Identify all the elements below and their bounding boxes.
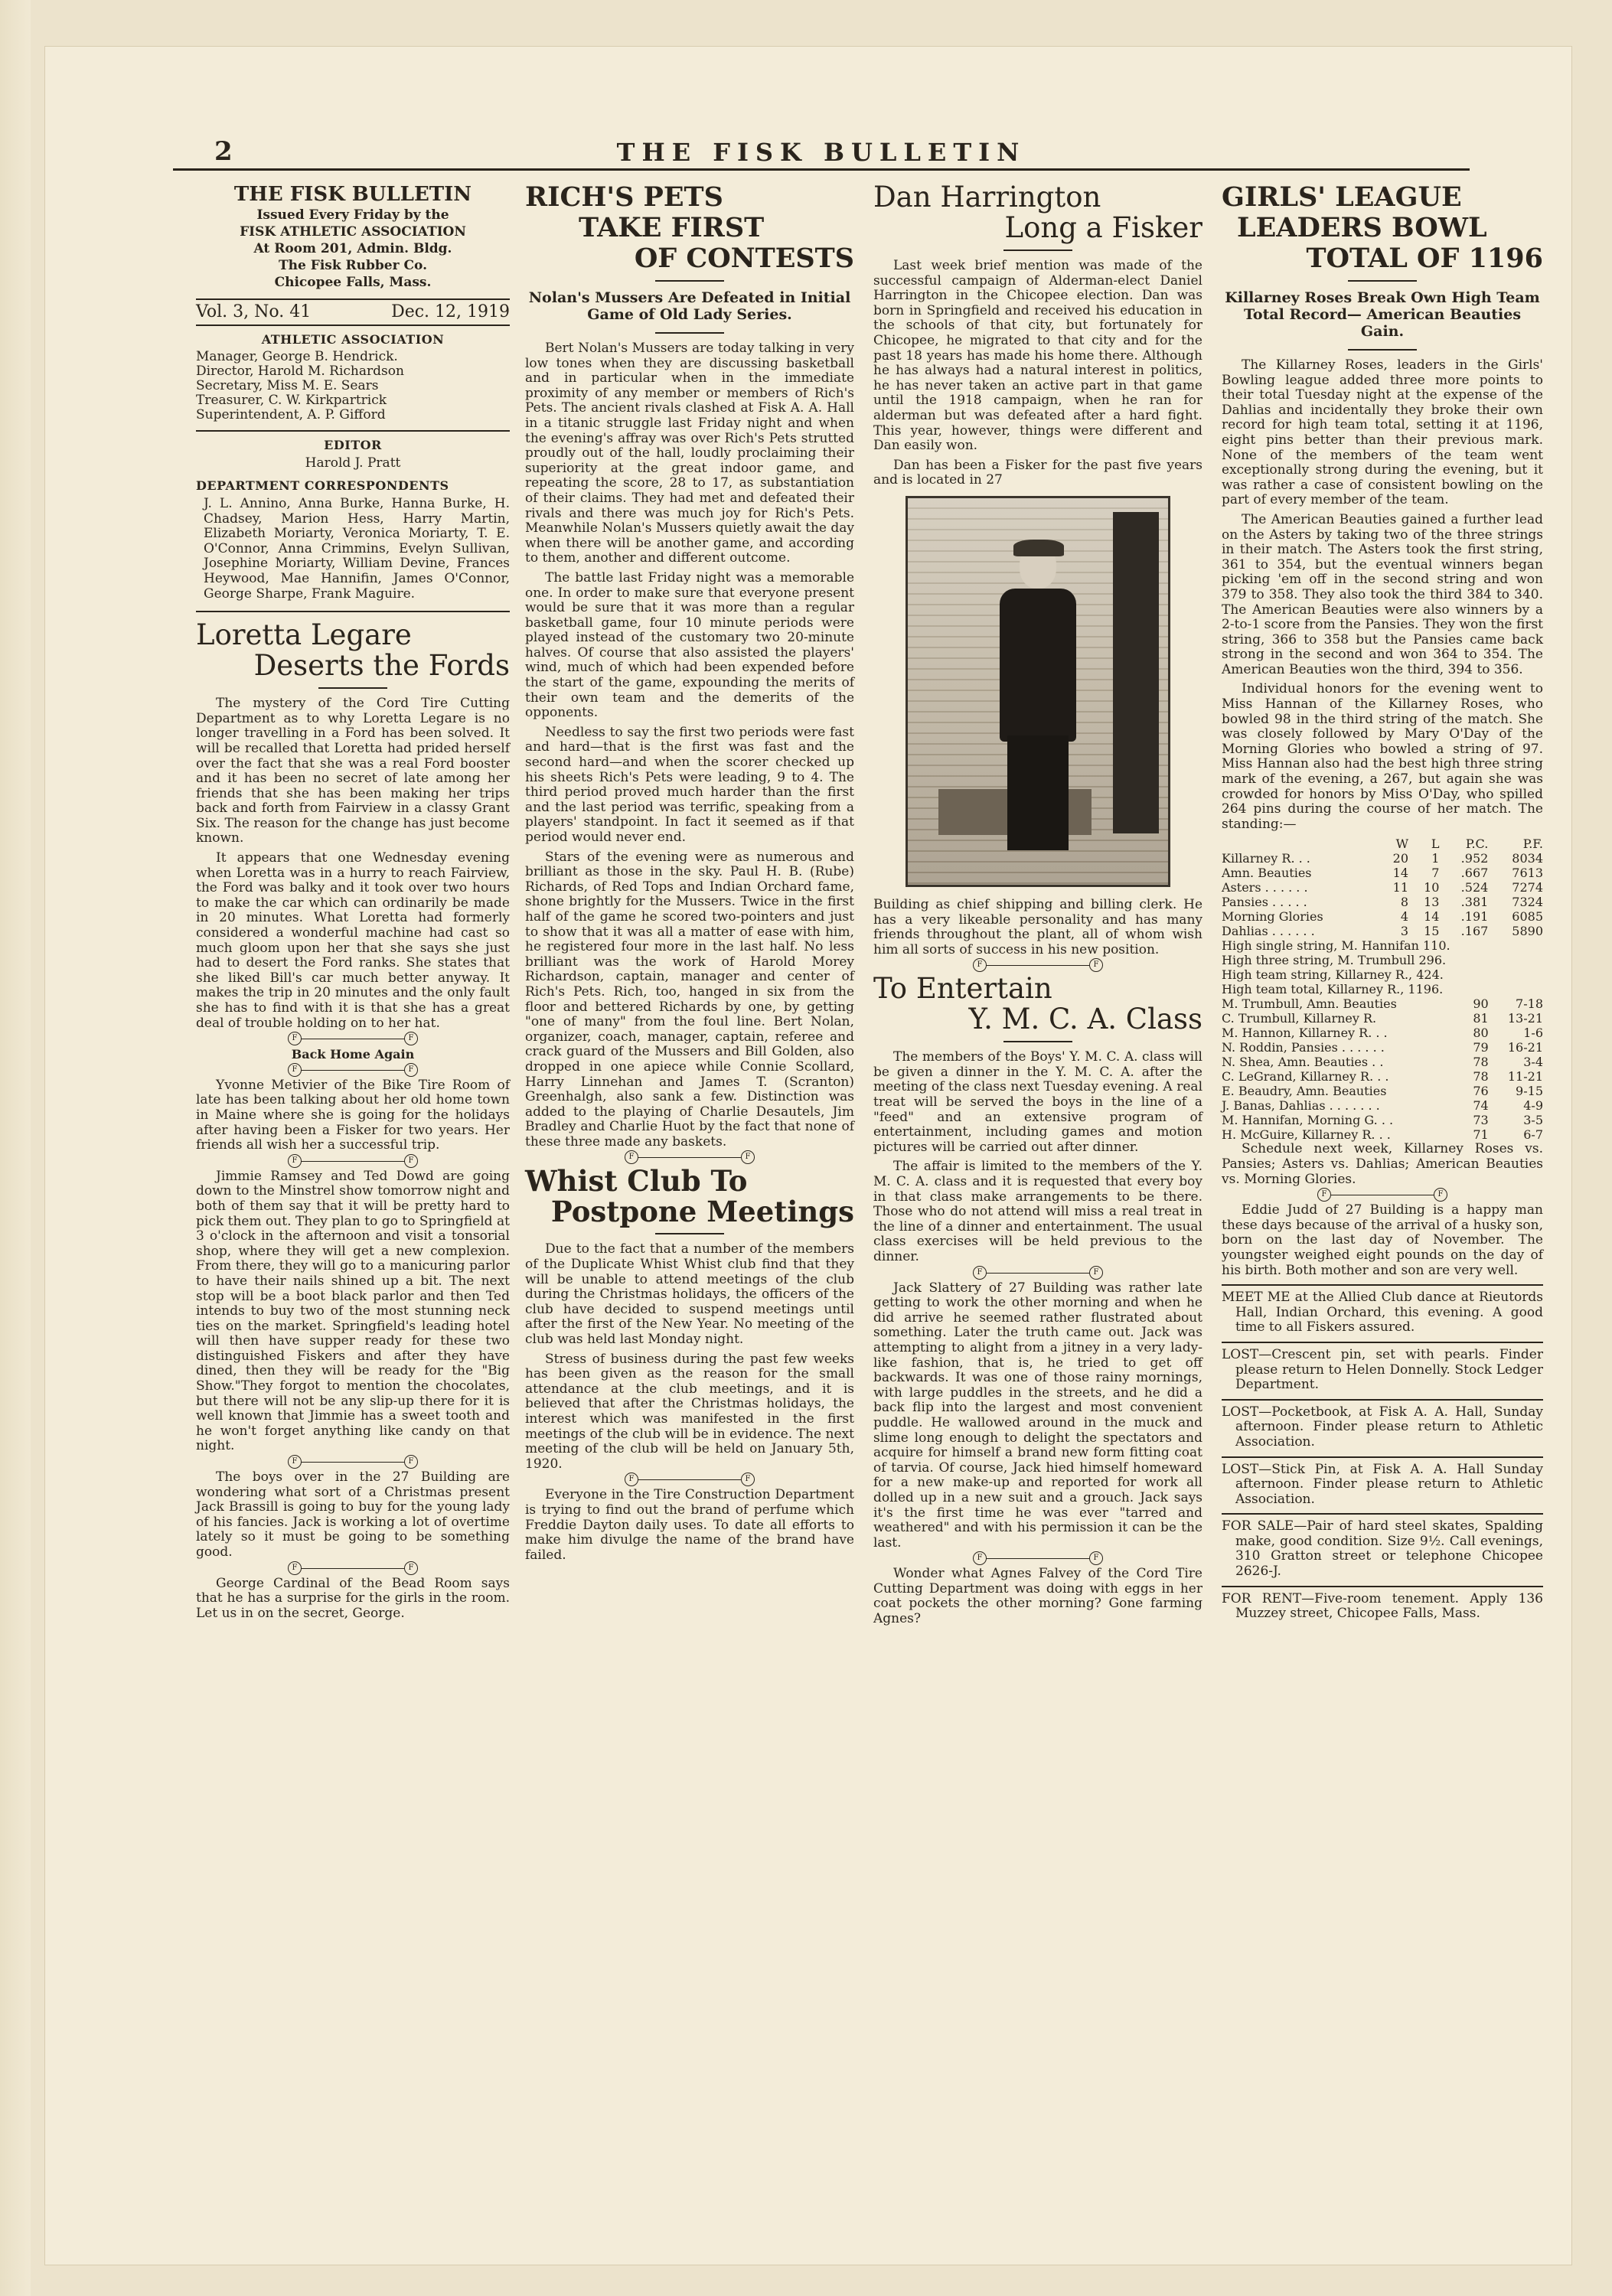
table-row: C. LeGrand, Killarney R. . . 78 11-21 xyxy=(1222,1069,1543,1084)
editor-name: Harold J. Pratt xyxy=(305,455,401,471)
staff-line: Secretary, Miss M. E. Sears xyxy=(196,378,379,394)
whist-headline: Whist Club To Postpone Meetings xyxy=(525,1164,854,1229)
volume-row xyxy=(196,298,510,326)
ymca-headline: To Entertain Y. M. C. A. Class xyxy=(873,972,1202,1036)
cardinal-paragraph: George Cardinal of the Bead Room says that he has a surprise for the girls in the room. Let us in on the secret, George. xyxy=(196,1575,510,1621)
staff-line: Treasurer, C. W. Kirkpartrick xyxy=(196,393,387,409)
fisk-divider: F F xyxy=(625,1157,755,1158)
column-3 xyxy=(873,182,1202,1632)
table-row: N. Shea, Amn. Beauties . . 78 3-4 xyxy=(1222,1055,1543,1070)
record-line: High team string, Killarney R., 424. xyxy=(1222,967,1444,983)
table-row: Amn. Beauties 14 7 .667 7613 xyxy=(1222,866,1543,881)
dan-paragraph: Dan has been a Fisker for the past five years and is located in 27 xyxy=(873,457,1202,488)
whist-paragraph: Stress of business during the past few weeks has been given as the reason for the small attendance at the club meetings, and it is believed that after the Christmas holidays, the interest which was manifested in the first meetings of the club will be in evidence. The next meeting of the club will be held on January 5th, 1920. xyxy=(525,1351,854,1472)
richs-paragraph: Stars of the evening were as numerous and brilliant as those in the sky. Paul H. B. (Rube) Richards, of Red Tops and Indian Orchard fame, shone brightly for the Mussers. Twice in the first half of the game he scored two-pointers and just to show that it was all a matter of ease with him, he registered four more in the last half. No less brilliant was the work of Harold Morey Richardson, captain, manager and center of Rich's Pets. Rich, too, hanged in six from the floor and bettered Richards by one, by getting "one of many" from the foul line. Bert Nolan, organizer, coach, manager, captain, referee and crack guard of the Mussers and Bill Golden, also dropped in one apiece while Connie Scollard, Harry Linnehan and James T. (Scranton) Greenhalgh, also sank a few. Distinction was added to the playing of Charlie Desautels, Jim Bradley and Charlie Huot by the fact that none of these three made any baskets. xyxy=(525,849,854,1150)
backhome-paragraph: Yvonne Metivier of the Bike Tire Room of late has been talking about her old home town in Maine where she is going for the holidays after having been a Fisker for two years. Her friends all wish her a successful trip. xyxy=(196,1077,510,1153)
volume-number: Vol. 3, No. 41 xyxy=(196,302,312,321)
whist-paragraph: Due to the fact that a number of the members of the Duplicate Whist Whist club find that they will be unable to attend meetings of the club during the Christmas holidays, the officers of the club have decided to suspend meetings until after the first of the New Year. No meeting of the club was held last Monday night. xyxy=(525,1241,854,1348)
richs-subheadline: Nolan's Mussers Are Defeated in Initial Game of Old Lady Series. xyxy=(528,289,851,323)
loretta-headline: Loretta Legare Deserts the Fords xyxy=(196,618,510,683)
fisk-divider: F F xyxy=(288,1070,418,1071)
schedule-paragraph: Schedule next week, Killarney Roses vs. Pansies; Asters vs. Dahlias; American Beauties vs. Morning Glories. xyxy=(1222,1141,1543,1187)
girls-paragraph: The American Beauties gained a further lead on the Asters by taking two of the three strings in their match. The Asters took the first string, 361 to 354, but the eventual winners began picking 'em off in the second string and won 379 to 358. They also took the third 384 to 340. The American Beauties were also winners by a 2-to-1 score from the Pansies. They won the first string, 366 to 358 but the Pansies came back strong in the second and won 364 to 354. The American Beauties won the third, 394 to 356. xyxy=(1222,511,1543,677)
masthead-title: THE FISK BULLETIN xyxy=(616,138,1026,167)
publication-info xyxy=(196,182,510,612)
table-row: N. Roddin, Pansies . . . . . . 79 16-21 xyxy=(1222,1040,1543,1055)
table-row: M. Trumbull, Amn. Beauties 90 7-18 xyxy=(1222,996,1543,1012)
richs-paragraph: The battle last Friday night was a memorable one. In order to make sure that everyone present would be sure that it was more than a regular basketball game, four 10 minute periods were played instead of the customary two 20-minute halves. Of course that also assisted the players' wind, much of which had been expended before the start of the game, expounding the merits of their own team and the demerits of the opponents. xyxy=(525,569,854,721)
info-line: The Fisk Rubber Co. xyxy=(279,258,427,273)
assoc-list xyxy=(196,350,510,422)
fisk-divider: F F xyxy=(973,965,1103,966)
staff-line: Superintendent, A. P. Gifford xyxy=(196,407,386,423)
fisk-divider: F F xyxy=(973,1558,1103,1559)
info-line: FISK ATHLETIC ASSOCIATION xyxy=(240,224,466,240)
table-row: E. Beaudry, Amn. Beauties 76 9-15 xyxy=(1222,1084,1543,1099)
table-row: C. Trumbull, Killarney R. 81 13-21 xyxy=(1222,1011,1543,1026)
divider xyxy=(1348,280,1417,282)
girls-paragraph: Individual honors for the evening went to Miss Hannan of the Killarney Roses, who bowled 98 in the third string of the match. She was closely followed by Mary O'Day of the Morning Glories who bowled a string of 97. Miss Hannan also had the best high three string mark of the evening, a 267, but again she was crowded for honors by Miss O'Day, who spilled 264 pins during the course of her match. The standing:— xyxy=(1222,681,1543,832)
divider xyxy=(655,280,724,282)
record-line: High three string, M. Trumbull 296. xyxy=(1222,953,1447,968)
richs-headline: RICH'S PETS TAKE FIRST OF CONTESTS xyxy=(525,181,854,274)
correspondents-list: J. L. Annino, Anna Burke, Hanna Burke, H. Chadsey, Marion Hess, Harry Martin, Elizabeth Moriarty, Veronica Moriarty, T. E. O'Connor, Anna Crimmins, Evelyn Sullivan, Josephine Moriarty, William Devine, Frances Heywood, Mae Hannifin, James O'Connor, George Sharpe, Frank Maguire. xyxy=(204,495,510,602)
staff-line: Manager, George B. Hendrick. xyxy=(196,349,398,365)
table-row: H. McGuire, Killarney R. . . 71 6-7 xyxy=(1222,1127,1543,1143)
girls-subheadline: Killarney Roses Break Own High Team Total Record— American Beauties Gain. xyxy=(1225,289,1540,340)
column-1 xyxy=(196,182,510,1626)
classified-ad: FOR SALE—Pair of hard steel skates, Spalding make, good condition. Size 9½. Call evenings, 310 Gratton street or telephone Chicopee 2626-J. xyxy=(1222,1513,1543,1579)
table-row: Pansies . . . . . 8 13 .381 7324 xyxy=(1222,895,1543,910)
fisk-divider: F F xyxy=(288,1462,418,1463)
info-line: At Room 201, Admin. Bldg. xyxy=(253,241,452,256)
judd-paragraph: Eddie Judd of 27 Building is a happy man these days because of the arrival of a husky son, born on the last day of November. The youngster weighed eight pounds on the day of his birth. Both mother and son are very well. xyxy=(1222,1202,1543,1278)
classified-ad: LOST—Stick Pin, at Fisk A. A. Hall Sunday afternoon. Finder please return to Athletic Association. xyxy=(1222,1456,1543,1508)
girls-headline: GIRLS' LEAGUE LEADERS BOWL TOTAL OF 1196 xyxy=(1222,181,1543,274)
classified-ad: LOST—Pocketbook, at Fisk A. A. Hall, Sunday afternoon. Finder please return to Athletic Association. xyxy=(1222,1399,1543,1450)
page-number: 2 xyxy=(214,136,233,167)
table-row: Dahlias . . . . . . 3 15 .167 5890 xyxy=(1222,924,1543,939)
editor-heading: EDITOR xyxy=(324,438,382,453)
divider xyxy=(1003,249,1072,251)
table-row: J. Banas, Dahlias . . . . . . . 74 4-9 xyxy=(1222,1098,1543,1114)
backhome-title: Back Home Again xyxy=(291,1047,415,1062)
classified-ad: FOR RENT—Five-room tenement. Apply 136 Muzzey street, Chicopee Falls, Mass. xyxy=(1222,1586,1543,1622)
correspondents-heading: DEPARTMENT CORRESPONDENTS xyxy=(196,478,449,494)
loretta-paragraph: The mystery of the Cord Tire Cutting Department as to why Loretta Legare is no longer travelling in a Ford has been solved. It will be recalled that Loretta had prided herself over the fact that she was a real Ford booster and it has been no secret of late among her friends that she has been making her trips back and forth from Fairview in a classy Grant Six. The reason for the change has just become known. xyxy=(196,696,510,846)
paper-edge xyxy=(0,0,31,2296)
publication-name: THE FISK BULLETIN xyxy=(233,183,472,206)
issue-date: Dec. 12, 1919 xyxy=(391,302,510,321)
info-line: Chicopee Falls, Mass. xyxy=(274,275,432,290)
ramsey-paragraph: Jimmie Ramsey and Ted Dowd are going down to the Minstrel show tomorrow night and both of them say that it will be pretty hard to pick them out. They plan to go to Springfield at 3 o'clock in the afternoon and visit a tonsorial shop, where they will get a new complexion. From there, they will go to a manicuring parlor to have their nails shined up a bit. The next stop will be a boot black parlor and then Ted intends to buy two of the most stunning neck ties on the market. Springfield's leading hotel will then have supper ready for these two distinguished Fiskers and after they have dined, then they will be ready for the "Big Show."They forgot to mention the chocolates, but there will not be any slip-up there for it is well known that Jimmie has a sweet tooth and he won't forget anything like candy on that night. xyxy=(196,1168,510,1454)
fisk-divider: F F xyxy=(973,1273,1103,1274)
info-line: Issued Every Friday by the xyxy=(256,207,449,223)
girls-paragraph: The Killarney Roses, leaders in the Girls' Bowling league added three more points to their total Tuesday night at the expense of the Dahlias and incidentally they broke their own record for high team total, setting it at 1196, eight pins better than their previous mark. None of the members of the team went exceptionally strong during the evening, but it was rather a case of consistent bowling on the part of every member of the team. xyxy=(1222,357,1543,508)
individuals-table xyxy=(1222,996,1543,1142)
masthead xyxy=(173,135,1470,171)
divider xyxy=(655,1233,724,1234)
ymca-paragraph: The affair is limited to the members of the Y. M. C. A. class and it is requested that every boy in that class make arrangements to be there. Those who do not attend will miss a real treat in the line of a dinner and entertainment. The usual class exercises will be held previous to the dinner. xyxy=(873,1159,1202,1264)
divider xyxy=(318,687,387,689)
table-row: Morning Glories 4 14 .191 6085 xyxy=(1222,909,1543,925)
dan-paragraph: Last week brief mention was made of the successful campaign of Alderman-elect Daniel Harrington in the Chicopee election. Dan was born in Springfield and received his education in the schools of that city, but fortunately for Chicopee, he migrated to that city and for the past 18 years has made his home there. Although he has always had a natural interest in politics, he has never taken an active part in that game until the 1918 campaign, when he ran for alderman but was defeated after a hard fight. This year, however, things were different and Dan easily won. xyxy=(873,258,1202,454)
column-2 xyxy=(525,182,854,1567)
falvey-paragraph: Wonder what Agnes Falvey of the Cord Tire Cutting Department was doing with eggs in her coat pockets the other morning? Gone farming Agnes? xyxy=(873,1566,1202,1627)
classified-ad: LOST—Crescent pin, set with pearls. Finder please return to Helen Donnelly. Stock Ledger Department. xyxy=(1222,1342,1543,1393)
standings-header-row: W L P.C. P.F. xyxy=(1395,837,1543,852)
table-row: Killarney R. . . 20 1 .952 8034 xyxy=(1222,851,1543,866)
dan-paragraph: Building as chief shipping and billing clerk. He has a very likeable personality and has many friends throughout the plant, all of whom wish him all sorts of success in his new position. xyxy=(873,896,1202,957)
table-row: Asters . . . . . . 11 10 .524 7274 xyxy=(1222,880,1543,895)
divider xyxy=(1003,1041,1072,1042)
record-line: High team total, Killarney R., 1196. xyxy=(1222,982,1444,997)
fisk-divider: F F xyxy=(288,1568,418,1569)
dan-harrington-photo xyxy=(906,496,1170,887)
classified-ad: MEET ME at the Allied Club dance at Rieutords Hall, Indian Orchard, this evening. A good time to all Fiskers assured. xyxy=(1222,1284,1543,1336)
ymca-paragraph: The members of the Boys' Y. M. C. A. class will be given a dinner in the Y. M. C. A. after the meeting of the class next Tuesday evening. A real treat will be served the boys in the line of a "feed" and an extensive program of entertainment, including games and motion pictures will be carried out after dinner. xyxy=(873,1049,1202,1155)
table-row: M. Hannifan, Morning G. . . 73 3-5 xyxy=(1222,1113,1543,1128)
record-line: High single string, M. Hannifan 110. xyxy=(1222,938,1450,954)
fisk-divider: F F xyxy=(625,1479,755,1480)
column-4 xyxy=(1222,182,1543,1622)
divider xyxy=(1348,349,1417,351)
dayton-paragraph: Everyone in the Tire Construction Department is trying to find out the brand of perfume which Freddie Dayton daily uses. To date all efforts to make him divulge the name of the brand have failed. xyxy=(525,1487,854,1563)
loretta-paragraph: It appears that one Wednesday evening when Loretta was in a hurry to reach Fairview, the Ford was balky and it took over two hours to make the car which can ordinarily be made in 20 minutes. What Loretta had formerly considered a wonderful machine had cast so much gloom upon her that she says she just had to desert the Ford ranks. She states that she liked Bill's car much better anyway. It makes the trip in 20 minutes and the only fault she has to find with it is that she has a great deal of trouble holding on to her hat. xyxy=(196,850,510,1031)
divider xyxy=(655,332,724,334)
richs-paragraph: Bert Nolan's Mussers are today talking in very low tones when they are discussing basketball and in particular when in the immediate proximity of any member or members of Rich's Pets. The ancient rivals clashed at Fisk A. A. Hall in a titanic struggle last Friday night and when the evening's affray was over Rich's Pets strutted proudly out of the hall, loudly proclaiming their superiority at the great indoor game, and repeating the score, 28 to 17, as substantiation of their claims. They had met and defeated their rivals and there was much joy for Rich's Pets. Meanwhile Nolan's Mussers quietly await the day when there will be another game, and according to them, another and different outcome. xyxy=(525,341,854,566)
standings-table xyxy=(1222,837,1543,1142)
richs-paragraph: Needless to say the first two periods were fast and hard—that is the first was fast and the second hard—and when the scorer checked up his sheets Rich's Pets were leading, 9 to 4. The third period proved much harder than the first and the last period was terrific, speaking from a players' standpoint. In fact it seemed as if that period would never end. xyxy=(525,724,854,845)
table-row: M. Hannon, Killarney R. . . 80 1-6 xyxy=(1222,1026,1543,1041)
fisk-divider: F F xyxy=(288,1161,418,1162)
assoc-heading: ATHLETIC ASSOCIATION xyxy=(261,331,445,347)
newspaper-page xyxy=(173,135,1543,1627)
staff-line: Director, Harold M. Richardson xyxy=(196,364,404,380)
dan-headline: Dan Harrington Long a Fisker xyxy=(873,181,1202,244)
brassill-paragraph: The boys over in the 27 Building are wondering what sort of a Christmas present Jack Brassill is going to buy for the young lady of his fancies. Jack is working a lot of overtime lately so it must be going to be something good. xyxy=(196,1469,510,1560)
slattery-paragraph: Jack Slattery of 27 Building was rather late getting to work the other morning and when he did arrive he seemed rather flustrated about something. Later the truth came out. Jack was attempting to alight from a jitney in a very lady-like fashion, that is, he tried to get off backwards. It was one of those rainy mornings, with large puddles in the streets, and he did a back flip into the largest and most convenient puddle. He wallowed around in the muck and slime long enough to delight the spectators and acquire for himself a brand new form fitting coat of tarvia. Of course, Jack hied himself homeward for a new make-up and reported for work all dolled up in a new suit and a grouch. Jack says it's the first time he was ever "tarred and weathered" and with his permission it can be the last. xyxy=(873,1280,1202,1551)
